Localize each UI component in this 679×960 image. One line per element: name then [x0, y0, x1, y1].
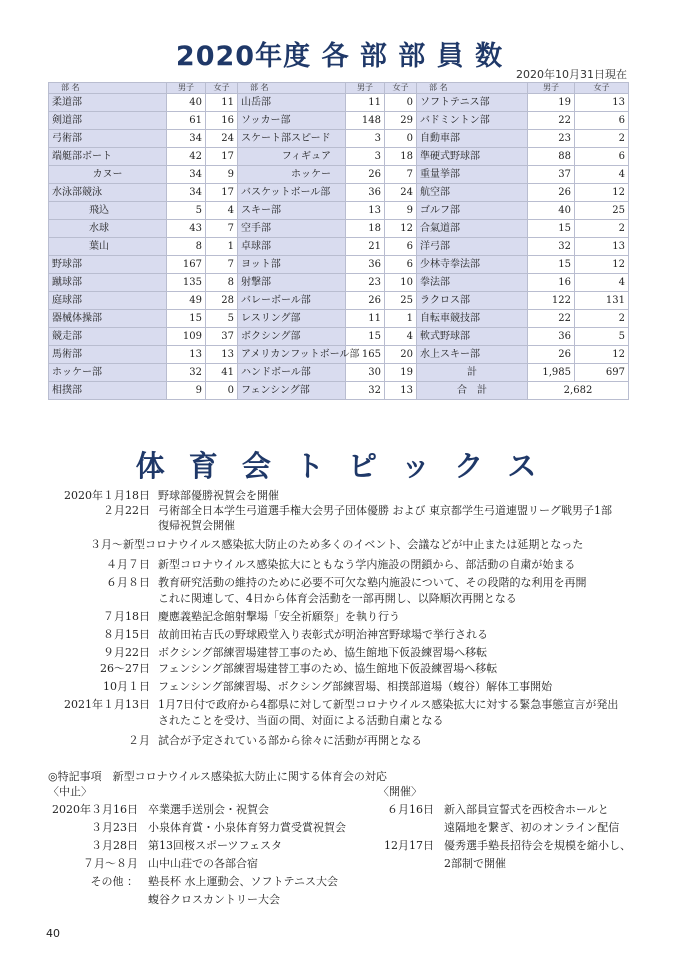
male-count: 9	[167, 382, 206, 400]
male-count: 15	[346, 328, 385, 346]
club-name: スケート部スピード	[238, 130, 346, 148]
male-count: 16	[528, 274, 575, 292]
topic-item	[103, 503, 612, 518]
club-name: 柔道部	[49, 94, 167, 112]
male-count: 23	[346, 274, 385, 292]
club-name: 蹴球部	[49, 274, 167, 292]
notes-text: 第13回桜スポーツフェスタ	[148, 839, 283, 852]
table-row	[49, 274, 629, 292]
club-name: ホッケー	[238, 166, 346, 184]
female-count: 12	[575, 346, 629, 364]
notes-text: 優秀選手塾長招待会を規模を縮小し、	[444, 839, 631, 852]
female-count: 41	[206, 364, 238, 382]
female-count: 24	[385, 184, 417, 202]
male-count: 1,985	[528, 364, 575, 382]
female-count: 20	[385, 346, 417, 364]
female-count: 5	[206, 310, 238, 328]
club-name: 器械体操部	[49, 310, 167, 328]
club-name: ラクロス部	[417, 292, 528, 310]
cancelled-list	[48, 784, 346, 907]
club-name: バレーボール部	[238, 292, 346, 310]
female-count: 2	[575, 310, 629, 328]
female-count: 29	[385, 112, 417, 130]
topic-date: ７月18日	[103, 610, 150, 623]
notes-date: ７月～８月	[83, 857, 138, 870]
topic-date: ４月７日	[106, 558, 150, 571]
male-count: 8	[167, 238, 206, 256]
topic-text: フェンシング部練習場建替工事のため、協生館地下仮設練習場へ移転	[158, 662, 498, 675]
notes-item	[48, 838, 346, 853]
female-count: 131	[575, 292, 629, 310]
topic-date: ９月22日	[103, 646, 150, 659]
topic-date: 26～27日	[100, 662, 150, 675]
notes-text: 小泉体育賞・小泉体育努力賞受賞祝賀会	[148, 821, 346, 834]
header-male: 男子	[528, 83, 575, 94]
female-count: 7	[385, 166, 417, 184]
club-name: 合氣道部	[417, 220, 528, 238]
topic-item	[158, 713, 444, 728]
female-count: 18	[385, 148, 417, 166]
club-name: 剣道部	[49, 112, 167, 130]
notes-date: その他 ：	[90, 875, 138, 888]
club-name: 相撲部	[49, 382, 167, 400]
club-name: フェンシング部	[238, 382, 346, 400]
table-row	[49, 94, 629, 112]
notes-item	[48, 874, 346, 889]
male-count: 135	[167, 274, 206, 292]
male-count: 61	[167, 112, 206, 130]
topic-text: 試合が予定されている部から徐々に活動が再開となる	[158, 734, 422, 747]
topic-date: ２月22日	[103, 504, 150, 517]
male-count: 36	[346, 184, 385, 202]
table-row	[49, 220, 629, 238]
male-count: 13	[167, 346, 206, 364]
notes-date: 12月17日	[384, 839, 434, 852]
male-count: 40	[167, 94, 206, 112]
club-name: 軟式野球部	[417, 328, 528, 346]
club-name: 水泳部競泳	[49, 184, 167, 202]
notes-date: ３月23日	[91, 821, 138, 834]
club-name: 自転車競技部	[417, 310, 528, 328]
table-header-row	[49, 83, 629, 94]
topic-text: 弓術部全日本学生弓道選手権大会男子団体優勝 および 東京都学生弓道連盟リーグ戦男子1部	[158, 504, 612, 517]
club-name: 洋弓部	[417, 238, 528, 256]
male-count: 21	[346, 238, 385, 256]
notes-date: ３月28日	[91, 839, 138, 852]
header-female: 女子	[575, 83, 629, 94]
female-count: 37	[206, 328, 238, 346]
female-count: 13	[575, 238, 629, 256]
table-row	[49, 310, 629, 328]
table-row	[49, 238, 629, 256]
club-name: 自動車部	[417, 130, 528, 148]
club-name: 馬術部	[49, 346, 167, 364]
male-count: 32	[528, 238, 575, 256]
topic-text: 復帰祝賀会開催	[158, 519, 235, 532]
club-name: 合 計	[417, 382, 528, 400]
female-count: 7	[206, 220, 238, 238]
table-row	[49, 202, 629, 220]
topic-date: 2021年１月13日	[64, 698, 150, 711]
male-count: 26	[346, 166, 385, 184]
female-count: 6	[575, 112, 629, 130]
club-name: 庭球部	[49, 292, 167, 310]
female-count: 4	[206, 202, 238, 220]
table-row	[49, 346, 629, 364]
female-count: 9	[206, 166, 238, 184]
topic-item	[100, 661, 498, 676]
female-count: 0	[385, 130, 417, 148]
table-row	[49, 256, 629, 274]
page-number: 40	[46, 927, 60, 940]
table-row	[49, 328, 629, 346]
table-row	[49, 184, 629, 202]
header-male: 男子	[167, 83, 206, 94]
female-count: 25	[385, 292, 417, 310]
club-name: 準硬式野球部	[417, 148, 528, 166]
male-count: 34	[167, 184, 206, 202]
club-name: ボクシング部	[238, 328, 346, 346]
notes-text: 山中山荘での各部合宿	[148, 857, 258, 870]
club-name: 航空部	[417, 184, 528, 202]
female-count: 6	[385, 256, 417, 274]
club-name: 野球部	[49, 256, 167, 274]
male-count: 15	[528, 256, 575, 274]
male-count: 37	[528, 166, 575, 184]
topic-item	[158, 518, 235, 533]
club-name: 射撃部	[238, 274, 346, 292]
notes-item	[48, 820, 346, 835]
female-count: 11	[206, 94, 238, 112]
club-name: フィギュア	[238, 148, 346, 166]
club-name: ソフトテニス部	[417, 94, 528, 112]
club-name: 拳法部	[417, 274, 528, 292]
club-name: 端艇部ボート	[49, 148, 167, 166]
header-female: 女子	[385, 83, 417, 94]
club-name: バドミントン部	[417, 112, 528, 130]
male-count: 167	[167, 256, 206, 274]
topic-item	[90, 537, 583, 552]
topic-item	[103, 679, 553, 694]
club-name: ソッカー部	[238, 112, 346, 130]
club-name: 少林寺拳法部	[417, 256, 528, 274]
female-count: 8	[206, 274, 238, 292]
male-count: 26	[346, 292, 385, 310]
male-count: 36	[528, 328, 575, 346]
male-count: 34	[167, 130, 206, 148]
notes-label: 〈開催〉	[378, 785, 422, 798]
club-name: 葉山	[49, 238, 167, 256]
male-count: 42	[167, 148, 206, 166]
male-count: 34	[167, 166, 206, 184]
header-male: 男子	[346, 83, 385, 94]
notes-date: 2020年３月16日	[52, 803, 138, 816]
club-name: 計	[417, 364, 528, 382]
notes-item	[378, 802, 631, 817]
club-name: スキー部	[238, 202, 346, 220]
male-count: 22	[528, 310, 575, 328]
club-name: ホッケー部	[49, 364, 167, 382]
club-name: 重量挙部	[417, 166, 528, 184]
topic-date: ８月15日	[103, 628, 150, 641]
female-count: 19	[385, 364, 417, 382]
notes-text: 塾長杯 水上運動会、ソフトテニス大会	[148, 875, 339, 888]
female-count: 4	[575, 274, 629, 292]
male-count: 23	[528, 130, 575, 148]
male-count: 148	[346, 112, 385, 130]
female-count: 4	[575, 166, 629, 184]
topic-text: フェンシング部練習場、ボクシング部練習場、相撲部道場（蝮谷）解体工事開始	[158, 680, 553, 693]
notes-text: 新入部員宣誓式を西校舎ホールと	[444, 803, 609, 816]
female-count: 5	[575, 328, 629, 346]
header-female: 女子	[206, 83, 238, 94]
notes-label: 〈中止〉	[48, 785, 92, 798]
female-count: 1	[385, 310, 417, 328]
female-count: 4	[385, 328, 417, 346]
club-name: 山岳部	[238, 94, 346, 112]
female-count: 0	[206, 382, 238, 400]
notes-text: 蝮谷クロスカントリー大会	[148, 893, 280, 906]
male-count: 165	[346, 346, 385, 364]
female-count: 13	[575, 94, 629, 112]
male-count: 11	[346, 310, 385, 328]
topic-text: ボクシング部練習場建替工事のため、協生館地下仮設練習場へ移転	[158, 646, 488, 659]
male-count: 18	[346, 220, 385, 238]
club-name: 空手部	[238, 220, 346, 238]
header-club-name: 部 名	[49, 83, 167, 94]
topic-text: されたことを受け、当面の間、対面による活動自粛となる	[158, 714, 444, 727]
topic-date: 10月１日	[103, 680, 150, 693]
topic-text: これに関連して、4日から体育会活動を一部再開し、以降順次再開となる	[158, 592, 517, 605]
female-count: 16	[206, 112, 238, 130]
club-name: 卓球部	[238, 238, 346, 256]
table-row	[49, 382, 629, 400]
table-row	[49, 364, 629, 382]
female-count: 13	[385, 382, 417, 400]
male-count: 13	[346, 202, 385, 220]
club-name: 飛込	[49, 202, 167, 220]
topic-item	[103, 645, 488, 660]
male-count: 43	[167, 220, 206, 238]
club-name: 弓術部	[49, 130, 167, 148]
topic-text: ３月～新型コロナウイルス感染拡大防止のため多くのイベント、会議などが中止または延期となった	[90, 538, 584, 551]
members-table	[48, 82, 629, 400]
topic-text: 故前田祐吉氏の野球殿堂入り表彰式が明治神宮野球場で挙行される	[158, 628, 488, 641]
table-row	[49, 148, 629, 166]
header-club-name: 部 名	[238, 83, 346, 94]
female-count: 25	[575, 202, 629, 220]
female-count: 12	[575, 184, 629, 202]
table-row	[49, 130, 629, 148]
notes-heading: ◎特記事項 新型コロナウイルス感染拡大防止に関する体育会の対応	[48, 770, 387, 783]
notes-item	[48, 856, 346, 871]
notes-text: 遠隔地を繋ぎ、初のオンライン配信	[444, 821, 620, 834]
held-list	[378, 784, 631, 871]
club-name: 競走部	[49, 328, 167, 346]
topic-date: 2020年１月18日	[64, 489, 150, 502]
female-count: 12	[575, 256, 629, 274]
topic-item	[106, 575, 587, 590]
as-of-date: 2020年10月31日現在	[516, 68, 627, 81]
male-count: 11	[346, 94, 385, 112]
club-name: レスリング部	[238, 310, 346, 328]
topic-item	[106, 557, 576, 572]
male-count: 3	[346, 148, 385, 166]
male-count: 15	[528, 220, 575, 238]
female-count: 2	[575, 220, 629, 238]
male-count: 3	[346, 130, 385, 148]
male-count: 19	[528, 94, 575, 112]
page-title: 2020年度 各 部 部 員 数	[175, 41, 504, 72]
female-count: 1	[206, 238, 238, 256]
topic-text: 野球部優勝祝賀会を開催	[158, 489, 279, 502]
female-count: 28	[206, 292, 238, 310]
topic-text: 新型コロナウイルス感染拡大にともなう学内施設の閉鎖から、部活動の自粛が始まる	[158, 558, 576, 571]
male-count: 5	[167, 202, 206, 220]
grand-total-value: 2,682	[528, 382, 629, 400]
header-club-name: 部 名	[417, 83, 528, 94]
female-count: 24	[206, 130, 238, 148]
female-count: 6	[385, 238, 417, 256]
notes-date: ６月16日	[387, 803, 434, 816]
topic-text: 教育研究活動の維持のために必要不可欠な塾内施設について、その段階的な利用を再開	[158, 576, 587, 589]
topic-text: 慶應義塾記念館射撃場「安全祈願祭」を執り行う	[158, 610, 400, 623]
male-count: 40	[528, 202, 575, 220]
topic-date: ２月	[128, 734, 150, 747]
female-count: 17	[206, 148, 238, 166]
notes-item	[378, 856, 631, 871]
male-count: 22	[528, 112, 575, 130]
female-count: 7	[206, 256, 238, 274]
female-count: 10	[385, 274, 417, 292]
table-row	[49, 292, 629, 310]
topic-date: ６月８日	[106, 576, 150, 589]
topic-item	[64, 697, 619, 712]
male-count: 36	[346, 256, 385, 274]
female-count: 697	[575, 364, 629, 382]
notes-item	[48, 802, 346, 817]
club-name: ゴルフ部	[417, 202, 528, 220]
topic-item	[103, 609, 400, 624]
club-name: ヨット部	[238, 256, 346, 274]
topic-item	[64, 488, 279, 503]
male-count: 26	[528, 346, 575, 364]
male-count: 30	[346, 364, 385, 382]
topic-item	[128, 733, 422, 748]
club-name: 水上スキー部	[417, 346, 528, 364]
female-count: 17	[206, 184, 238, 202]
notes-item	[48, 892, 346, 907]
female-count: 12	[385, 220, 417, 238]
male-count: 49	[167, 292, 206, 310]
notes-text: 2部制で開催	[444, 857, 506, 870]
topic-item	[103, 627, 488, 642]
male-count: 26	[528, 184, 575, 202]
female-count: 6	[575, 148, 629, 166]
club-name: カヌー	[49, 166, 167, 184]
male-count: 122	[528, 292, 575, 310]
male-count: 109	[167, 328, 206, 346]
table-row	[49, 112, 629, 130]
club-name: ハンドボール部	[238, 364, 346, 382]
female-count: 2	[575, 130, 629, 148]
topic-item	[158, 591, 517, 606]
female-count: 13	[206, 346, 238, 364]
male-count: 32	[167, 364, 206, 382]
club-name: アメリカンフットボール部	[238, 346, 346, 364]
notes-item	[378, 820, 631, 835]
topics-title: 体 育 会 ト ピ ッ ク ス	[135, 449, 544, 483]
female-count: 0	[385, 94, 417, 112]
notes-item	[378, 838, 631, 853]
table-row	[49, 166, 629, 184]
club-name: 水球	[49, 220, 167, 238]
male-count: 15	[167, 310, 206, 328]
male-count: 88	[528, 148, 575, 166]
female-count: 9	[385, 202, 417, 220]
notes-text: 卒業選手送別会・祝賀会	[148, 803, 269, 816]
topic-text: 1月7日付で政府から4都県に対して新型コロナウイルス感染拡大に対する緊急事態宣言が発出	[158, 698, 619, 711]
club-name: バスケットボール部	[238, 184, 346, 202]
male-count: 32	[346, 382, 385, 400]
